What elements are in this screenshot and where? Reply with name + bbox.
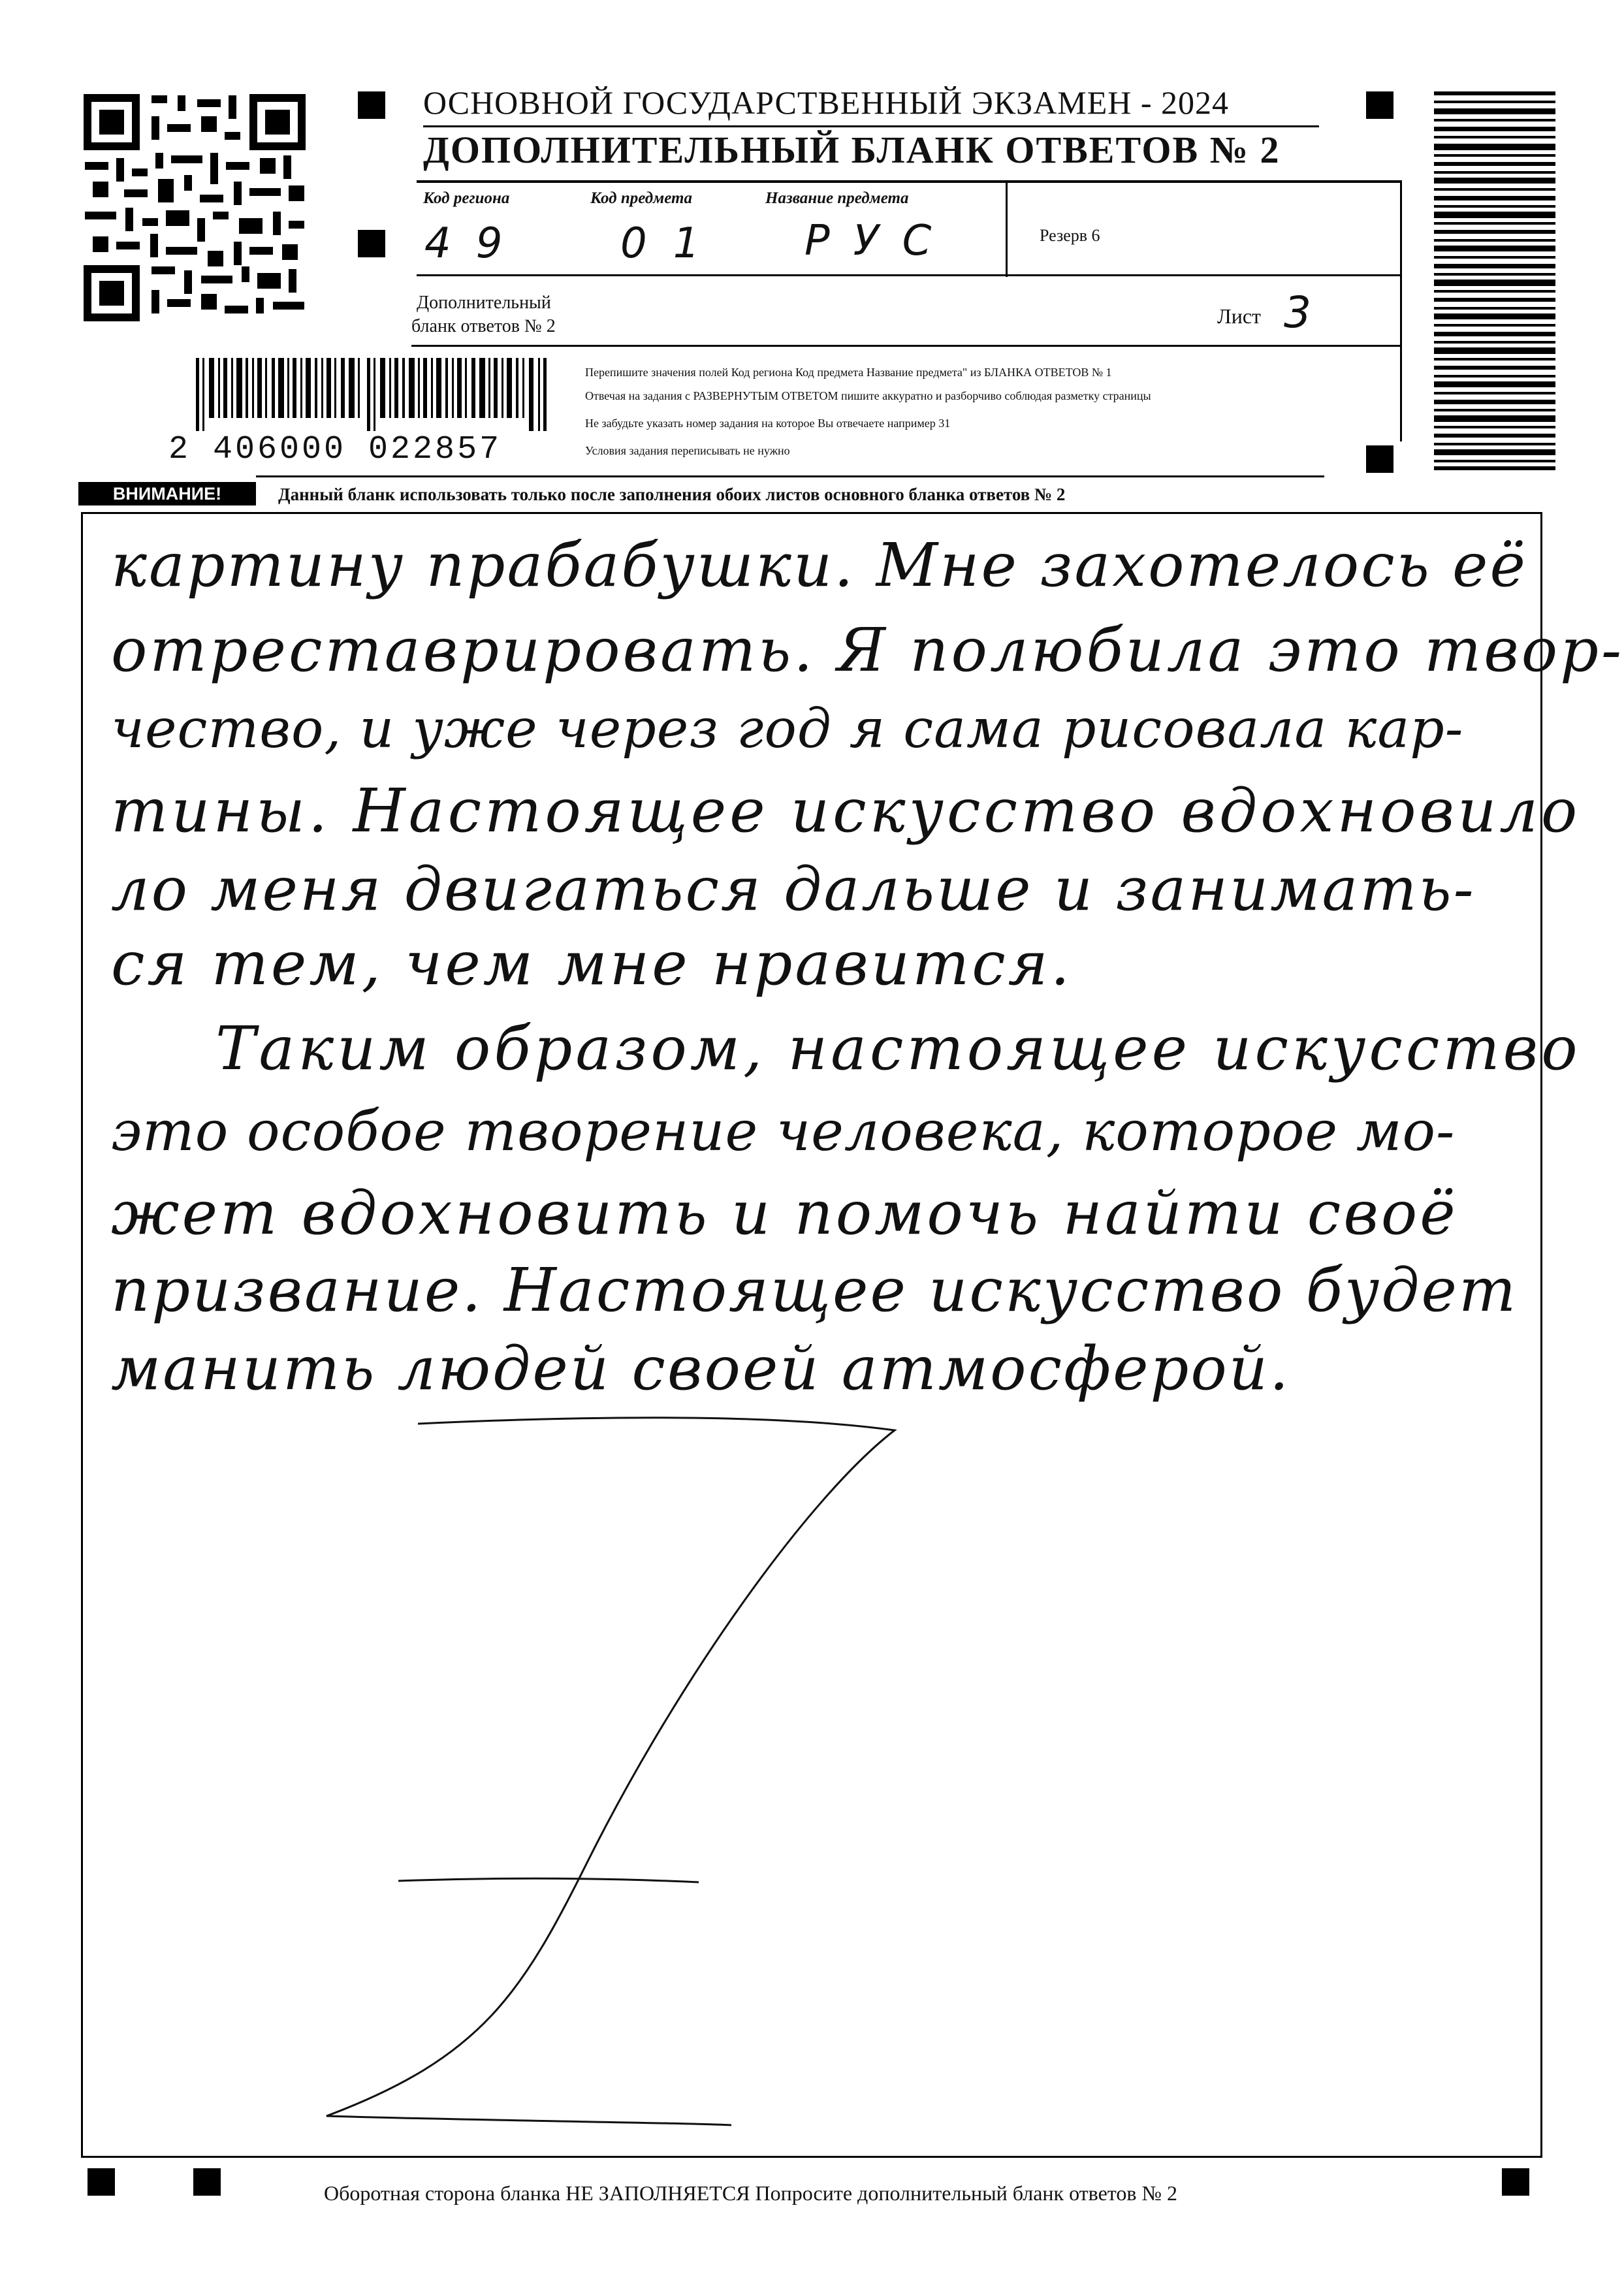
- answer-line: картину прабабушки. Мне захотелось её: [111, 530, 1527, 600]
- instruction-line: Отвечая на задания с РАЗВЕРНУТЫМ ОТВЕТОМ пишите аккуратно и разборчиво соблюдая разметку страницы: [585, 389, 1151, 402]
- exam-title: ОСНОВНОЙ ГОСУДАРСТВЕННЫЙ ЭКЗАМЕН - 2024: [423, 84, 1229, 121]
- barcode-number: 2 406000 022857: [168, 431, 502, 468]
- alignment-marker: [1502, 2168, 1529, 2196]
- warning-badge: ВНИМАНИЕ!: [78, 482, 256, 505]
- answer-line: чество, и уже через год я сама рисовала кар-: [111, 698, 1464, 760]
- form-type-line2: бланк ответов № 2: [411, 316, 556, 336]
- subject-name-value: РУС: [804, 217, 955, 265]
- subject-code-value: 01: [620, 219, 726, 268]
- alignment-marker: [193, 2168, 221, 2196]
- instruction-line: Перепишите значения полей Код региона Код предмета Название предмета" из БЛАНКА ОТВЕТОВ № 1: [585, 366, 1112, 379]
- form-title: ДОПОЛНИТЕЛЬНЫЙ БЛАНК ОТВЕТОВ № 2: [423, 129, 1281, 171]
- warning-text: Данный бланк использовать только после заполнения обоих листов основного бланка ответов № 2: [278, 485, 1066, 504]
- instruction-line: Условия задания переписывать не нужно: [585, 444, 790, 457]
- footer-note: Оборотная сторона бланка НЕ ЗАПОЛНЯЕТСЯ Попросите дополнительный бланк ответов № 2: [324, 2181, 1177, 2205]
- reserve-label: Резерв 6: [1040, 226, 1100, 245]
- z-strikeout-mark: [313, 1404, 940, 2149]
- divider: [411, 345, 1401, 347]
- answer-line: отреставрировать. Я полюбила это твор-: [111, 615, 1624, 685]
- answer-line: это особое творение человека, которое мо-: [111, 1099, 1456, 1163]
- subject-code-label: Код предмета: [590, 189, 692, 207]
- barcode: [196, 358, 549, 431]
- alignment-marker: [1366, 91, 1393, 119]
- side-barcode: [1434, 91, 1555, 470]
- region-value: 49: [424, 219, 528, 268]
- alignment-marker: [358, 230, 385, 257]
- alignment-marker: [358, 91, 385, 119]
- answer-line: ся тем, чем мне нравится.: [111, 929, 1072, 999]
- alignment-marker: [88, 2168, 115, 2196]
- sheet-value: 3: [1284, 287, 1311, 338]
- instruction-line: Не забудьте указать номер задания на которое Вы отвечаете например 31: [585, 417, 951, 430]
- answer-line: тины. Настоящее искусство вдохновило: [111, 776, 1581, 846]
- answer-line: Таким образом, настоящее искусство: [215, 1014, 1581, 1083]
- alignment-marker: [1366, 445, 1393, 473]
- sheet-label: Лист: [1217, 304, 1262, 328]
- divider: [417, 274, 1401, 276]
- divider: [423, 125, 1319, 127]
- answer-line: призвание. Настоящее искусство будет: [111, 1255, 1518, 1325]
- divider: [256, 475, 1324, 477]
- answer-line: манить людей своей атмосферой.: [111, 1334, 1291, 1403]
- answer-line: ло меня двигаться дальше и занимать-: [111, 854, 1476, 924]
- divider: [1006, 183, 1008, 277]
- divider: [417, 180, 1401, 183]
- region-label: Код региона: [423, 189, 510, 207]
- divider: [1400, 180, 1402, 441]
- form-type-line1: Дополнительный: [417, 293, 551, 313]
- qr-code: [80, 90, 310, 325]
- answer-line: жет вдохновить и помочь найти своё: [111, 1178, 1458, 1248]
- subject-name-label: Название предмета: [765, 189, 909, 207]
